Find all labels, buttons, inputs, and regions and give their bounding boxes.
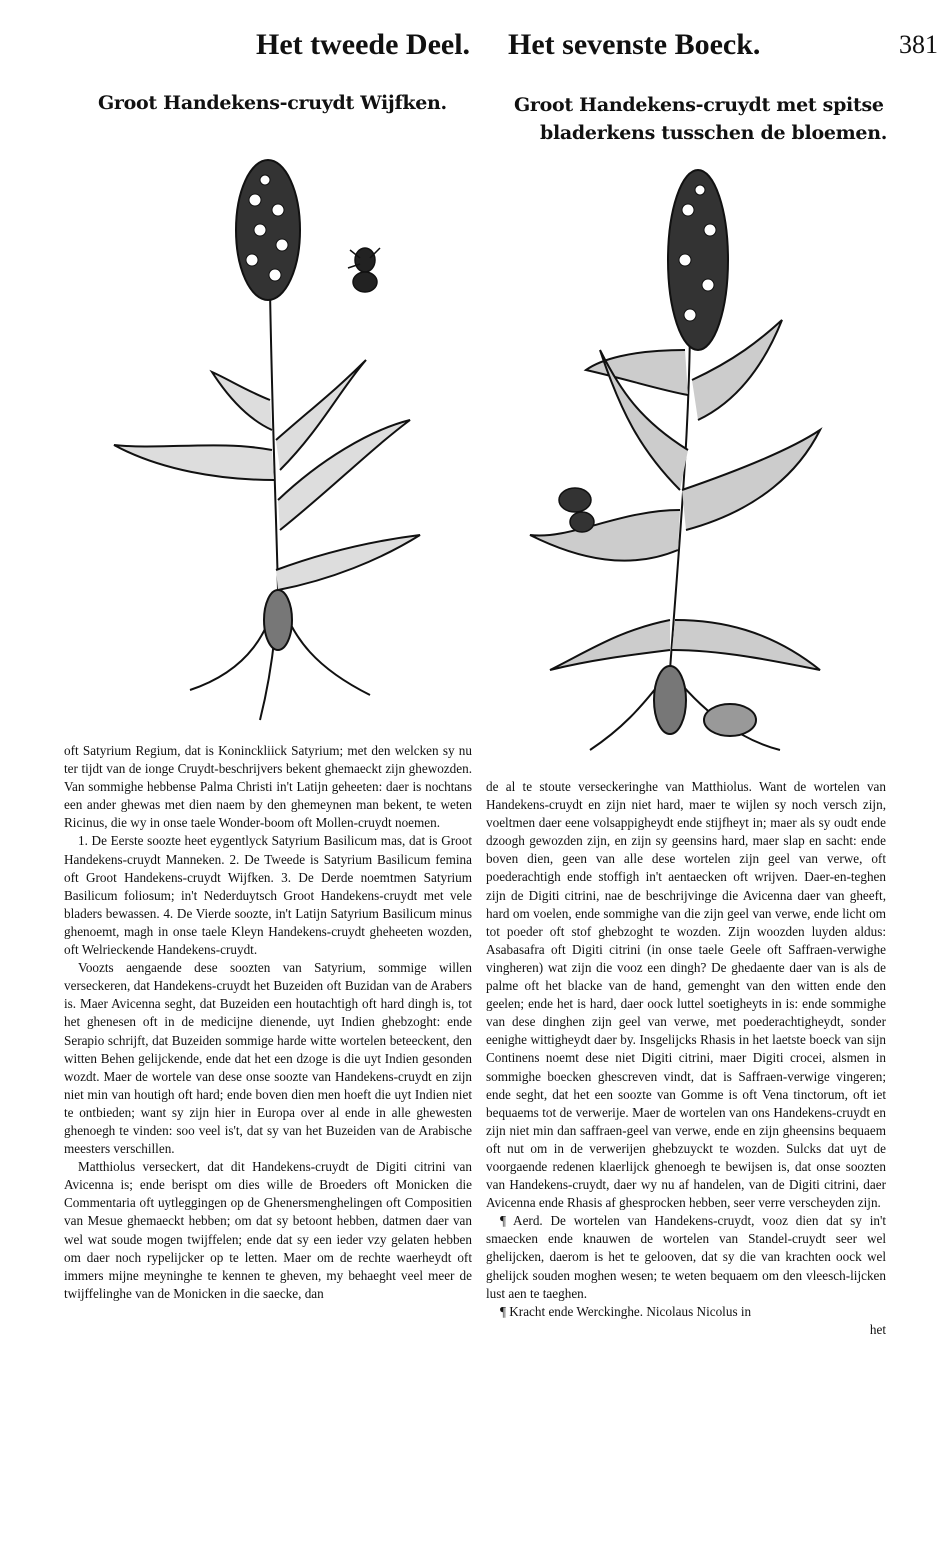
catchword: het (869, 1321, 886, 1337)
orchid-woodcut-left-icon (100, 150, 440, 730)
caption-right-line2: bladerkens tusschen de bloemen. (540, 122, 888, 144)
right-paragraph-2: ¶ Aerd. De wortelen van Handekens-cruydt, vooz dien dat sy in't smaecken ende knauwen de wortelen van Standel-cruydt seer wel ghelijcken, daerom is het te gelooven, dat sy die van krachten oock wel ghelijck souden moghen wesen; te weten bequaem om den vleesch-lijcken lust aen te taeghen. (486, 1213, 886, 1301)
right-paragraph-3: ¶ Kracht ende Werckinghe. Nicolaus Nicolus in (500, 1303, 752, 1319)
running-head-right: Het sevenste Boeck. (508, 28, 761, 61)
orchid-woodcut-right-icon (520, 150, 860, 770)
left-text-column (64, 742, 472, 1303)
right-paragraph-1: de al te stoute verseckeringhe van Matthiolus. Want de wortelen van Handekens-cruydt en zijn niet hard, maer te wijlen sy noch versch zijn, voeltmen daer eene volsappigheydt ende stijfheyt in; maer als sy oudt ende dzoogh gewozden zijn, en zijn sy geensins hard, maer slap en sacht: ende boven dien, geen van alle dese wortelen zijn geel van verwe, oft poederachtigh ende stoffigh in't aentaecken oft wrijven. Daer-en-teghen zijn de Digiti citrini, nae de beschrijvinge die Avicenna daer van gheeft, hard om voelen, ende sommighe van die zijn geel van verwe, ende licht om tot poeder oft stof ghebzoght te wozden. Zijn woozden luyden aldus: Asabasafra oft Digiti citrini (in onse taele Geele oft Saffraen-verwighe vingheren) wat zijn die vooz een dingh? De ghedaente daer van is als de palme oft het blacke van de hand, gemenght van den witten ende den geelen; ende het is hard, daer oock luttel soetigheyts in is: ende sommighe van dese dinghen zijn geel van verwe, met poederachtigheydt, sonder eenighe wittigheydt daer by. Insgelijcks Rhasis in het laetste boeck van sijn Continens noemt dese niet Digiti citrini, maer Digiti crocei, alsmen in sommighe boecken ghescreven vindt, dat is Saffraen-verwige vingeren; ende seght, dat het een soozte van Gomme is oft Vena tinctorum, oft iet bequaems tot de verwerije. Maer de wortelen van ons Handekens-cruydt en zijn niet min dan saffraen-geel van verwe, ende en zijn gheensins bequaem oft nut om in de verwerijen ghebzuyckt te wozden. Sulcks dat uyt de voorgaende redenen klaerlijck ghenoegh te bewijsen is, dat onse soozten van Handekens-cruydt, daer wy nu af handelen, van de Digiti citrini, daer Avicenna ende Rhasis af ghesprocken hebben, seer verre verscheyden zijn. (486, 779, 886, 1211)
left-paragraph-1: oft Satyrium Regium, dat is Koninckliick Satyrium; met den welcken sy nu ter tijdt van de ionge Cruydt-beschrijvers bekent ghemaeckt zijn ghewozden. Van sommighe hebbense Palma Christi in't Latijn geheeten: daer is nochtans een ander ghewas met dien naem by den ghemeynen man bekent, te weten Ricinus, die wy in onse taele Wonder-boom oft Mollen-cruydt noemen. (64, 743, 472, 831)
caption-right-line1: Groot Handekens-cruydt met spitse (514, 94, 884, 116)
orchid-single-flower-icon (340, 240, 390, 300)
left-paragraph-2: 1. De Eerste soozte heet eygentlyck Satyrium Basilicum mas, dat is Groot Handekens-cruydt Manneken. 2. De Tweede is Satyrium Basilicum femina oft Groot Handekens-cruydt Wijfken. 3. De Derde noemtmen Satyrium Basilicum foliosum; in't Nederduytsch Groot Handekens-cruydt met vele bladers bewassen. 4. De Vierde soozte, in't Latijn Satyrium Basilicum minus ghenoemt, magh in onse taele Kleyn Handekens-cruydt gheheeten wozden, oft Welrieckende Handekens-cruydt. (64, 833, 472, 958)
right-text-column (486, 778, 886, 1339)
running-head-left: Het tweede Deel. (256, 28, 471, 61)
left-paragraph-4: Matthiolus verseckert, dat dit Handekens-cruydt de Digiti citrini van Avicenna is; ende berispt om dies wille de Broeders oft Monicken die Commentaria oft uytleggingen op de Ghenersmenghelingen oft Compositien van Mesue ghemaeckt hebben; om dat sy betoont hebben, datmen daer van wel wat soude mogen twijffelen; ende dat sy een ieder vzy gelaten hebben om daer noch rypelijcker op te letten. Maer om de rechte waerheydt oft immers mijne meyninghe te kennen te gheven, my behaeght veel meer de twijffelinghe van de Monicken in die saecke, dan (64, 1159, 472, 1301)
page-number: 381 (899, 30, 938, 59)
caption-left: Groot Handekens-cruydt Wijfken. (98, 92, 447, 114)
left-paragraph-3: Voozts aengaende dese soozten van Satyrium, sommige willen verseckeren, dat Handekens-cruydt het Buzeiden oft Buzidan van de Arabers is. Maer Avicenna seght, dat Buzeiden een houtachtigh oft hard dingh is, tot het ghenesen oft in de medicijne dienende, uyt Indien ghebzoght: ende Serapio schrijft, dat Buzeiden sommige harde witte wortelen beteeckent, den witten Behen gelijckende, ende dat het een dzoge is die uyt Indien gesonden wozdt. Maer de wortele van dese onse soozte van Handekens-cruydt en zijn niet min van houtigh oft hard; ende boven dien men hoeft die uyt Indien niet te ontbieden; want sy zijn hier in Europa over al ende in alle ghewesten ghenoegh te vinden: soo veel is't, dat sy van het Buzeiden van de Arabische meesters verschillen. (64, 960, 472, 1157)
